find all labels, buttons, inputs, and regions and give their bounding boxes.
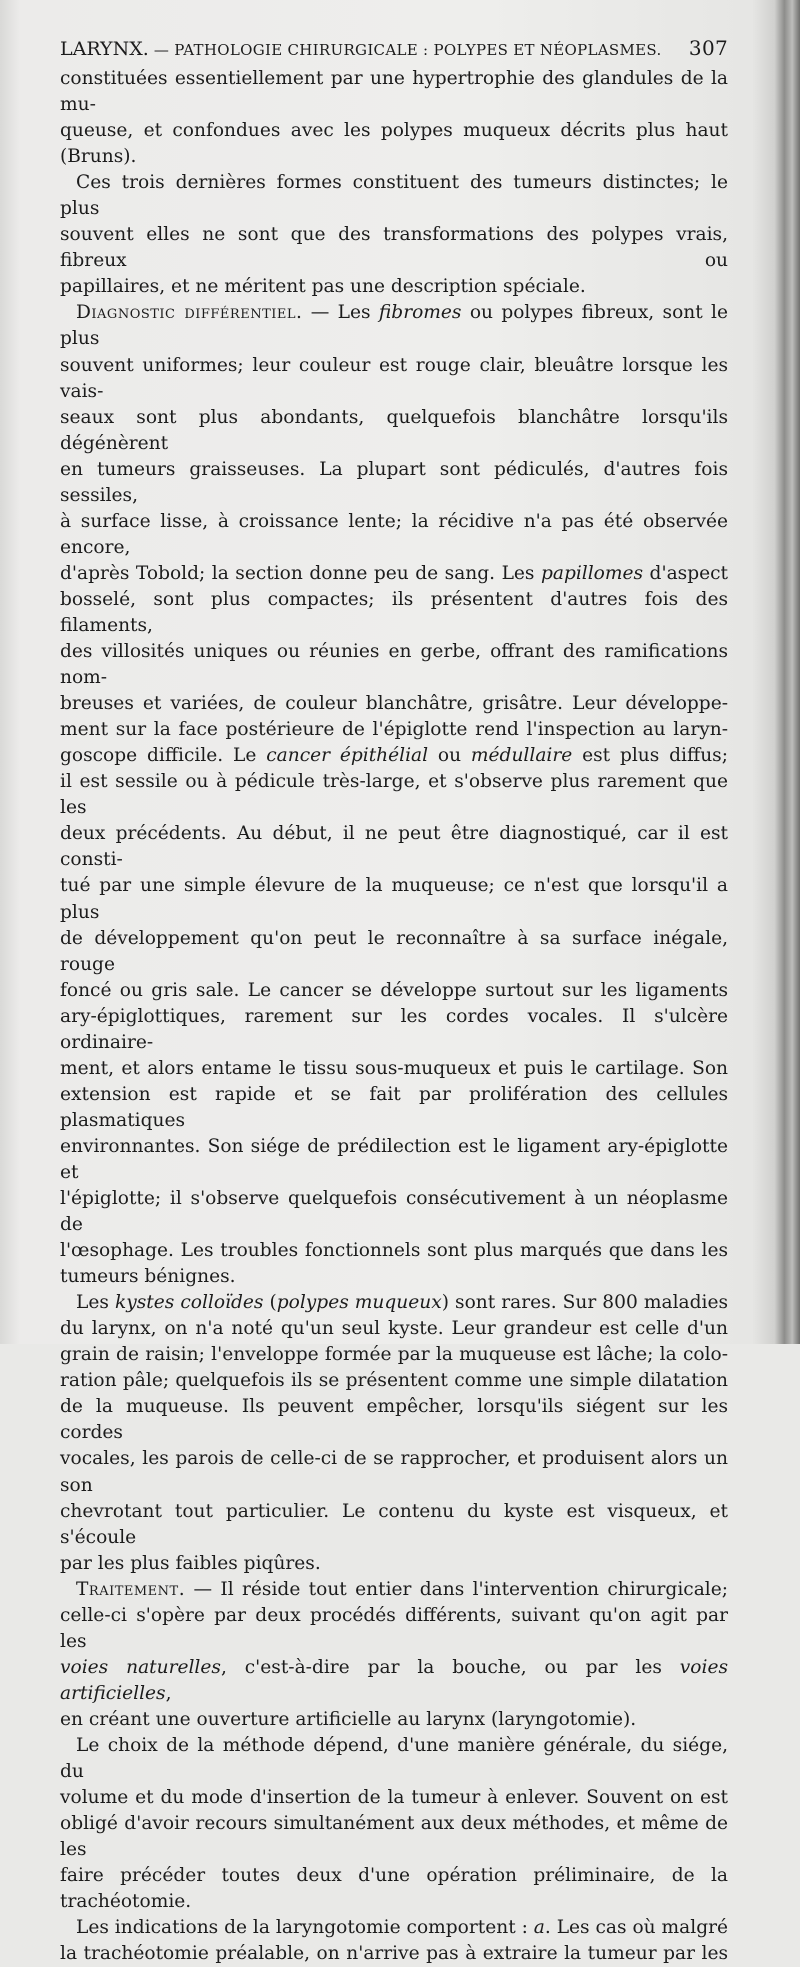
page-gutter xyxy=(774,0,800,1344)
text-line: environnantes. Son siége de prédilection est le ligament ary-épiglotte et xyxy=(60,1135,728,1183)
section-heading-traitement: Traitement. xyxy=(76,1578,186,1600)
text-line: extension est rapide et se fait par prolifération des cellules plasmatiques xyxy=(60,1083,728,1131)
running-title: LARYNX. — PATHOLOGIE CHIRURGICALE : POLYPES ET NÉOPLASMES. xyxy=(60,38,662,60)
text-line: ment, et alors entame le tissu sous-muqueux et puis le cartilage. Son xyxy=(60,1057,728,1079)
text-line: foncé ou gris sale. Le cancer se développe surtout sur les ligaments xyxy=(60,979,728,1001)
text-line: Le choix de la méthode dépend, d'une manière générale, du siége, du xyxy=(60,1735,728,1783)
text-line: grain de raisin; l'enveloppe formée par la muqueuse est lâche; la colo- xyxy=(60,1344,728,1366)
text-line: l'œsophage. Les troubles fonctionnels sont plus marqués que dans les xyxy=(60,1240,728,1262)
text-line: la trachéotomie préalable, on n'arrive pas à extraire la tumeur par les xyxy=(60,1943,728,1965)
text-line: en créant une ouverture artificielle au larynx (laryngotomie). xyxy=(60,1708,637,1730)
text-line: breuses et variées, de couleur blanchâtre, grisâtre. Leur développe- xyxy=(60,693,728,715)
text-line: de développement qu'on peut le reconnaître à sa surface inégale, rouge xyxy=(60,927,728,975)
text-line: d'après Tobold; la section donne peu de sang. Les papillomes d'aspect xyxy=(60,562,728,584)
text-line: queuse, et confondues avec les polypes muqueux décrits plus haut (Bruns). xyxy=(60,120,728,168)
text-line: voies naturelles, c'est-à-dire par la bouche, ou par les voies artificielles, xyxy=(60,1656,728,1704)
text-line: volume et du mode d'insertion de la tumeur à enlever. Souvent on est xyxy=(60,1787,728,1809)
body-text xyxy=(60,66,728,1967)
text-line: par les plus faibles piqûres. xyxy=(60,1552,321,1574)
running-header xyxy=(60,36,728,60)
section-heading-diagnostic: Diagnostic différentiel. xyxy=(76,302,303,324)
text-line: tumeurs bénignes. xyxy=(60,1266,236,1288)
page-number: 307 xyxy=(688,36,728,60)
text-line: Diagnostic différentiel. — Les fibromes ou polypes fibreux, sont le plus xyxy=(60,302,729,350)
text-line: il est sessile ou à pédicule très-large, et s'observe plus rarement que les xyxy=(60,771,728,819)
text-line: du larynx, on n'a noté qu'un seul kyste. Leur grandeur est celle d'un xyxy=(60,1318,728,1340)
text-line: souvent elles ne sont que des transformations des polypes vrais, fibreux ou xyxy=(60,224,728,272)
text-line: bosselé, sont plus compactes; ils présentent d'autres fois des filaments, xyxy=(60,588,728,636)
text-line: ary-épiglottiques, rarement sur les cordes vocales. Il s'ulcère ordinaire- xyxy=(60,1005,728,1053)
text-line: Ces trois dernières formes constituent des tumeurs distinctes; le plus xyxy=(60,172,728,220)
text-line: constituées essentiellement par une hypertrophie des glandules de la mu- xyxy=(60,68,728,116)
text-line: deux précédents. Au début, il ne peut être diagnostiqué, car il est consti- xyxy=(60,823,728,871)
text-line: vocales, les parois de celle-ci de se rapprocher, et produisent alors un son xyxy=(60,1448,728,1496)
text-line: de la muqueuse. Ils peuvent empêcher, lorsqu'ils siégent sur les cordes xyxy=(60,1396,728,1444)
text-line: à surface lisse, à croissance lente; la récidive n'a pas été observée encore, xyxy=(60,510,728,558)
text-line: Les indications de la laryngotomie comportent : a. Les cas où malgré xyxy=(76,1917,728,1939)
text-line: ration pâle; quelquefois ils se présentent comme une simple dilatation xyxy=(60,1370,728,1392)
text-line: tué par une simple élevure de la muqueuse; ce n'est que lorsqu'il a plus xyxy=(60,875,728,923)
text-line: en tumeurs graisseuses. La plupart sont pédiculés, d'autres fois sessiles, xyxy=(60,458,728,506)
text-line: Traitement. — Il réside tout entier dans l'intervention chirurgicale; xyxy=(76,1578,728,1600)
text-line: celle-ci s'opère par deux procédés différents, suivant qu'on agit par les xyxy=(60,1604,728,1652)
text-line: papillaires, et ne méritent pas une description spéciale. xyxy=(60,276,586,298)
text-line: seaux sont plus abondants, quelquefois blanchâtre lorsqu'ils dégénèrent xyxy=(60,406,728,454)
text-line: obligé d'avoir recours simultanément aux deux méthodes, et même de les xyxy=(60,1813,728,1861)
text-line: souvent uniformes; leur couleur est rouge clair, bleuâtre lorsque les vais- xyxy=(60,354,728,402)
text-line: faire précéder toutes deux d'une opération préliminaire, de la trachéotomie. xyxy=(60,1865,728,1913)
text-line: l'épiglotte; il s'observe quelquefois consécutivement à un néoplasme de xyxy=(60,1188,728,1236)
text-line: des villosités uniques ou réunies en gerbe, offrant des ramifications nom- xyxy=(60,641,728,689)
text-line: ment sur la face postérieure de l'épiglotte rend l'inspection au laryn- xyxy=(60,719,728,741)
text-line: Les kystes colloïdes (polypes muqueux) sont rares. Sur 800 maladies xyxy=(76,1292,728,1314)
text-line: goscope difficile. Le cancer épithélial ou médullaire est plus diffus; xyxy=(60,745,728,767)
text-line: chevrotant tout particulier. Le contenu du kyste est visqueux, et s'écoule xyxy=(60,1500,728,1548)
